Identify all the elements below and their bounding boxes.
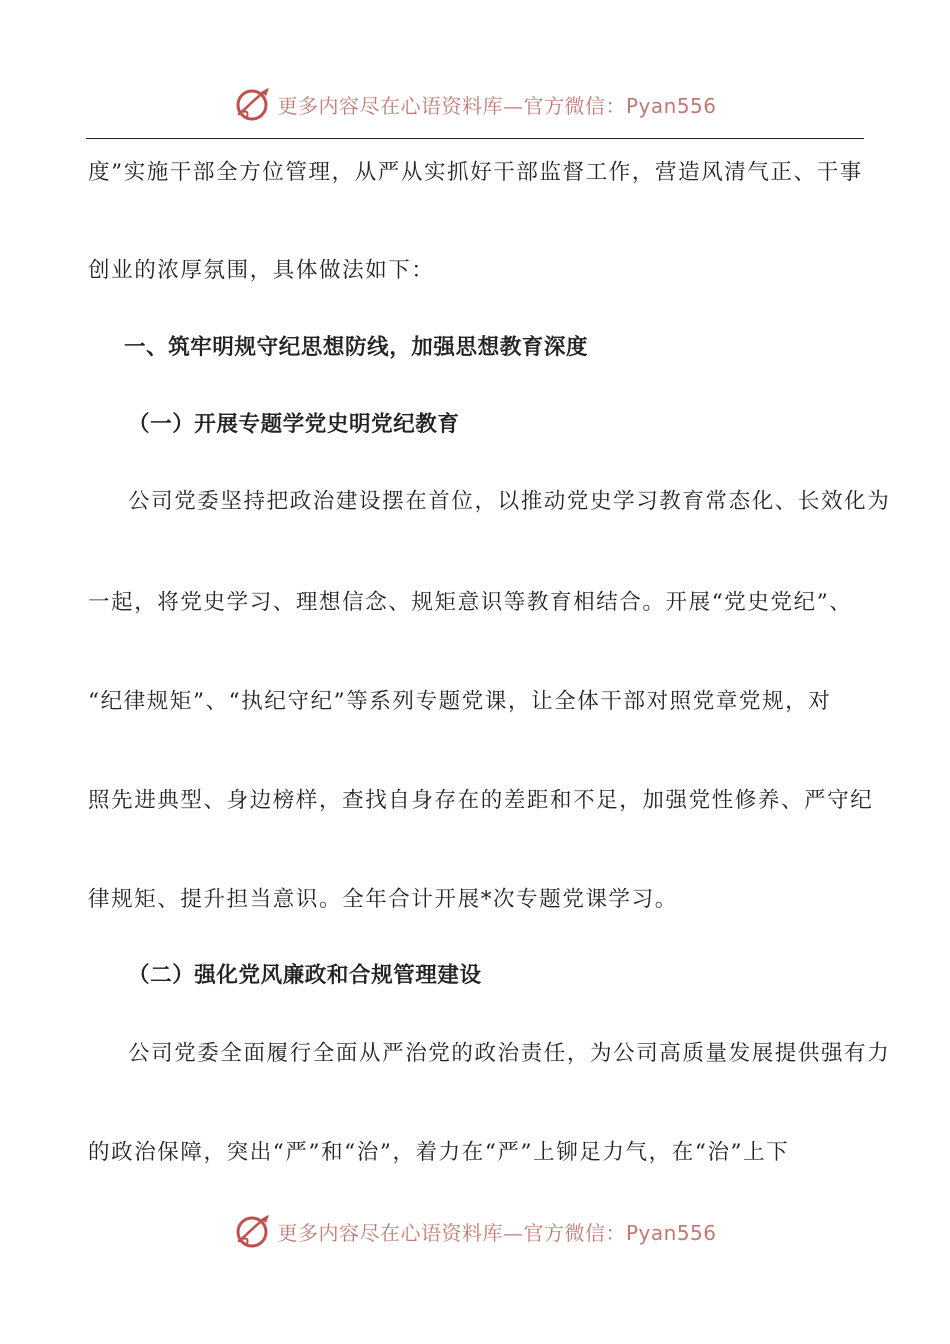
pen-logo-icon — [233, 1211, 273, 1251]
paragraph-line-7: 律规矩、提升担当意识。全年合计开展*次专题党课学习。 — [88, 887, 678, 912]
watermark-text-cn: 更多内容尽在心语资料库—官方微信： — [277, 1220, 626, 1245]
pen-logo-icon — [233, 84, 273, 124]
paragraph-line-2: 创业的浓厚氛围，具体做法如下： — [88, 258, 435, 283]
paragraph-line-5: “纪律规矩”、“执纪守纪”等系列专题党课，让全体干部对照党章党规，对 — [88, 689, 832, 714]
subsection-heading-2: （二）强化党风廉政和合规管理建设 — [128, 963, 482, 988]
watermark-text-cn: 更多内容尽在心语资料库—官方微信： — [277, 93, 626, 118]
header-rule — [86, 138, 864, 139]
watermark-text — [277, 1217, 716, 1246]
paragraph-line-8: 公司党委全面履行全面从严治党的政治责任，为公司高质量发展提供强有力 — [128, 1041, 891, 1066]
subsection-heading-1: （一）开展专题学党史明党纪教育 — [128, 412, 460, 437]
watermark-footer — [0, 1211, 950, 1251]
paragraph-line-9: 的政治保障，突出“严”和“治”，着力在“严”上铆足力气，在“治”上下 — [88, 1140, 790, 1165]
watermark-wechat-id: Pyan556 — [625, 93, 717, 118]
paragraph-line-4: 一起，将党史学习、理想信念、规矩意识等教育相结合。开展“党史党纪”、 — [88, 590, 853, 615]
watermark-header — [0, 84, 950, 124]
paragraph-line-1: 度”实施干部全方位管理，从严从实抓好干部监督工作，营造风清气正、干事 — [88, 160, 863, 185]
watermark-text — [277, 90, 716, 119]
paragraph-line-6: 照先进典型、身边榜样，查找自身存在的差距和不足，加强党性修养、严守纪 — [88, 788, 874, 813]
section-heading-1: 一、筑牢明规守纪思想防线，加强思想教育深度 — [124, 335, 589, 360]
paragraph-line-3: 公司党委坚持把政治建设摆在首位，以推动党史学习教育常态化、长效化为 — [128, 489, 891, 514]
watermark-wechat-id: Pyan556 — [625, 1220, 717, 1245]
